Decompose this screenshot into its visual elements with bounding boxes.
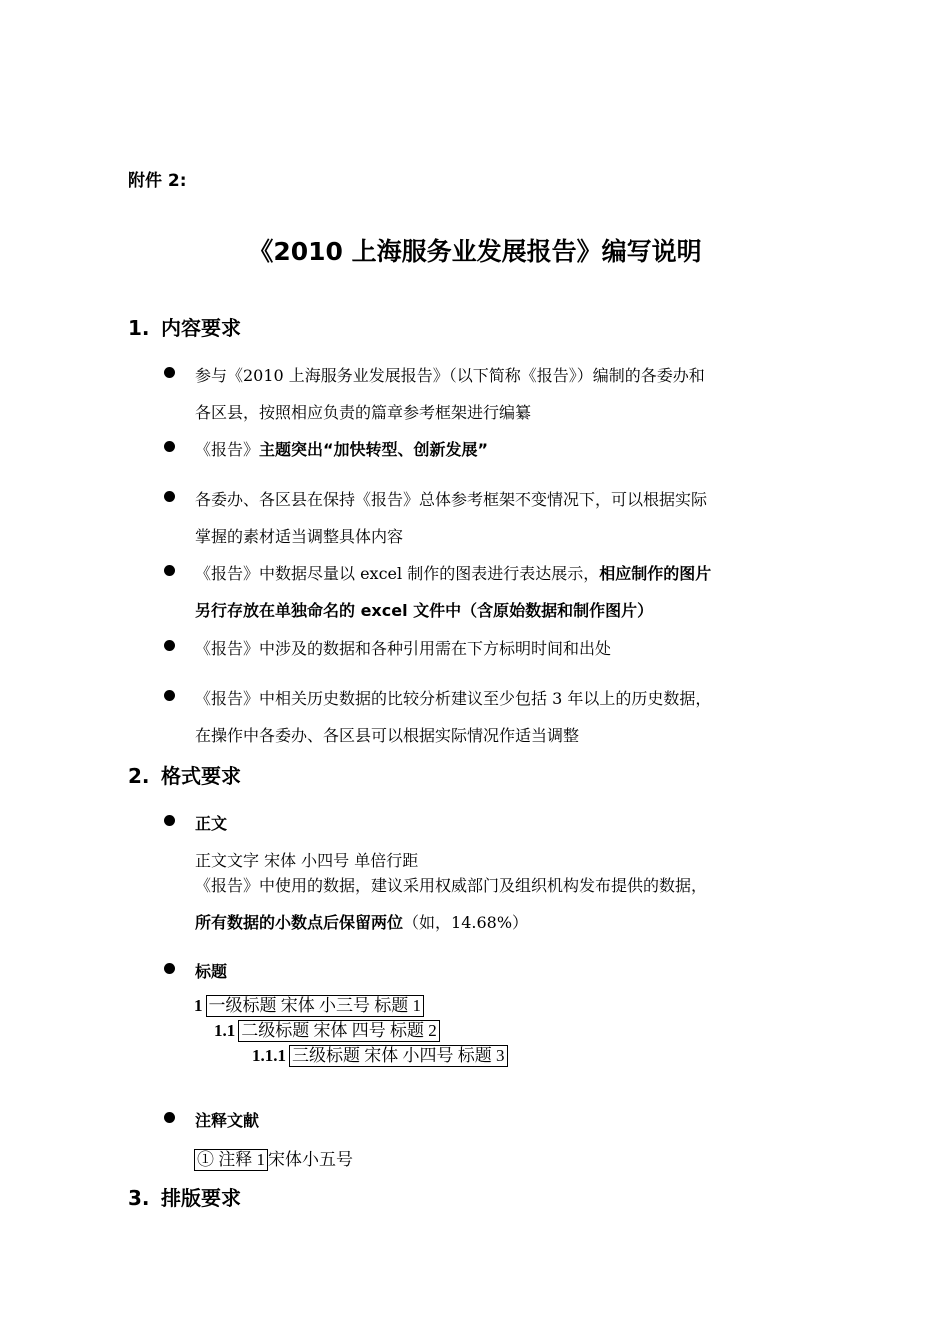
content-bullet-6-line-1: 《报告》中相关历史数据的比较分析建议至少包括 3 年以上的历史数据，: [195, 689, 712, 708]
content-bullet-1-line-2: 各区县，按照相应负责的篇章参考框架进行编纂: [195, 403, 532, 422]
content-bullet-2: [195, 437, 488, 460]
notes-sample-text: 宋体小五号: [268, 1150, 353, 1169]
bullet-icon: [164, 815, 175, 826]
format-body-line-3: [195, 910, 528, 933]
content-bullet-1-line-1: 参与《2010 上海服务业发展报告》（以下简称《报告》）编制的各委办和: [195, 366, 705, 385]
format-notes-label: 注释文献: [195, 1111, 260, 1130]
heading-level-1-sample: [194, 995, 424, 1017]
bullet-icon: [164, 367, 175, 378]
section-1-number: 1.: [128, 316, 150, 340]
section-2-title: 格式要求: [161, 764, 241, 788]
attachment-label: 附件 2:: [128, 171, 187, 191]
content-bullet-4-bold: 相应制作的图片: [599, 564, 712, 583]
heading-level-1-number: 1: [194, 996, 203, 1015]
content-bullet-4-line-1: [195, 561, 711, 584]
content-bullet-2-prefix: 《报告》: [195, 440, 260, 459]
content-bullet-3-line-2: 掌握的素材适当调整具体内容: [195, 527, 404, 546]
notes-sample-box: ① 注释 1: [194, 1149, 268, 1171]
content-bullet-6-line-2: 在操作中各委办、各区县可以根据实际情况作适当调整: [195, 726, 580, 745]
heading-level-2-box: 二级标题 宋体 四号 标题 2: [238, 1020, 440, 1042]
heading-level-2-number: 1.1: [214, 1021, 236, 1040]
content-bullet-5: 《报告》中涉及的数据和各种引用需在下方标明时间和出处: [195, 639, 612, 658]
bullet-icon: [164, 690, 175, 701]
section-3-number: 3.: [128, 1186, 150, 1210]
section-1-title: 内容要求: [161, 316, 241, 340]
bullet-icon: [164, 441, 175, 452]
format-body-label: 正文: [195, 814, 228, 833]
notes-sample: [194, 1145, 353, 1171]
section-2-number: 2.: [128, 764, 150, 788]
format-body-line-3-rest: （如，14.68%）: [403, 913, 529, 932]
content-bullet-4-text: 《报告》中数据尽量以 excel 制作的图表进行表达展示，: [195, 564, 600, 583]
heading-level-2-sample: [214, 1020, 440, 1042]
document-title: 《2010 上海服务业发展报告》编写说明: [248, 237, 702, 266]
section-2-heading: [128, 760, 241, 789]
format-body-line-2: 《报告》中使用的数据，建议采用权威部门及组织机构发布提供的数据，: [195, 876, 708, 895]
content-bullet-4-line-2: 另行存放在单独命名的 excel 文件中（含原始数据和制作图片）: [195, 601, 654, 620]
heading-level-3-box: 三级标题 宋体 小四号 标题 3: [289, 1045, 508, 1067]
content-bullet-3-line-1: 各委办、各区县在保持《报告》总体参考框架不变情况下，可以根据实际: [195, 490, 708, 509]
heading-level-3-number: 1.1.1: [252, 1046, 286, 1065]
format-body-line-3-bold: 所有数据的小数点后保留两位: [195, 913, 404, 932]
section-3-heading: [128, 1182, 241, 1211]
format-body-line-1: 正文文字 宋体 小四号 单倍行距: [195, 851, 419, 870]
bullet-icon: [164, 640, 175, 651]
section-1-heading: [128, 312, 241, 341]
section-3-title: 排版要求: [161, 1186, 241, 1210]
bullet-icon: [164, 963, 175, 974]
heading-level-3-sample: [252, 1045, 508, 1067]
content-bullet-2-bold: 主题突出“加快转型、创新发展”: [259, 440, 489, 459]
bullet-icon: [164, 1112, 175, 1123]
heading-level-1-box: 一级标题 宋体 小三号 标题 1: [206, 995, 425, 1017]
format-heading-label: 标题: [195, 962, 228, 981]
bullet-icon: [164, 491, 175, 502]
bullet-icon: [164, 565, 175, 576]
